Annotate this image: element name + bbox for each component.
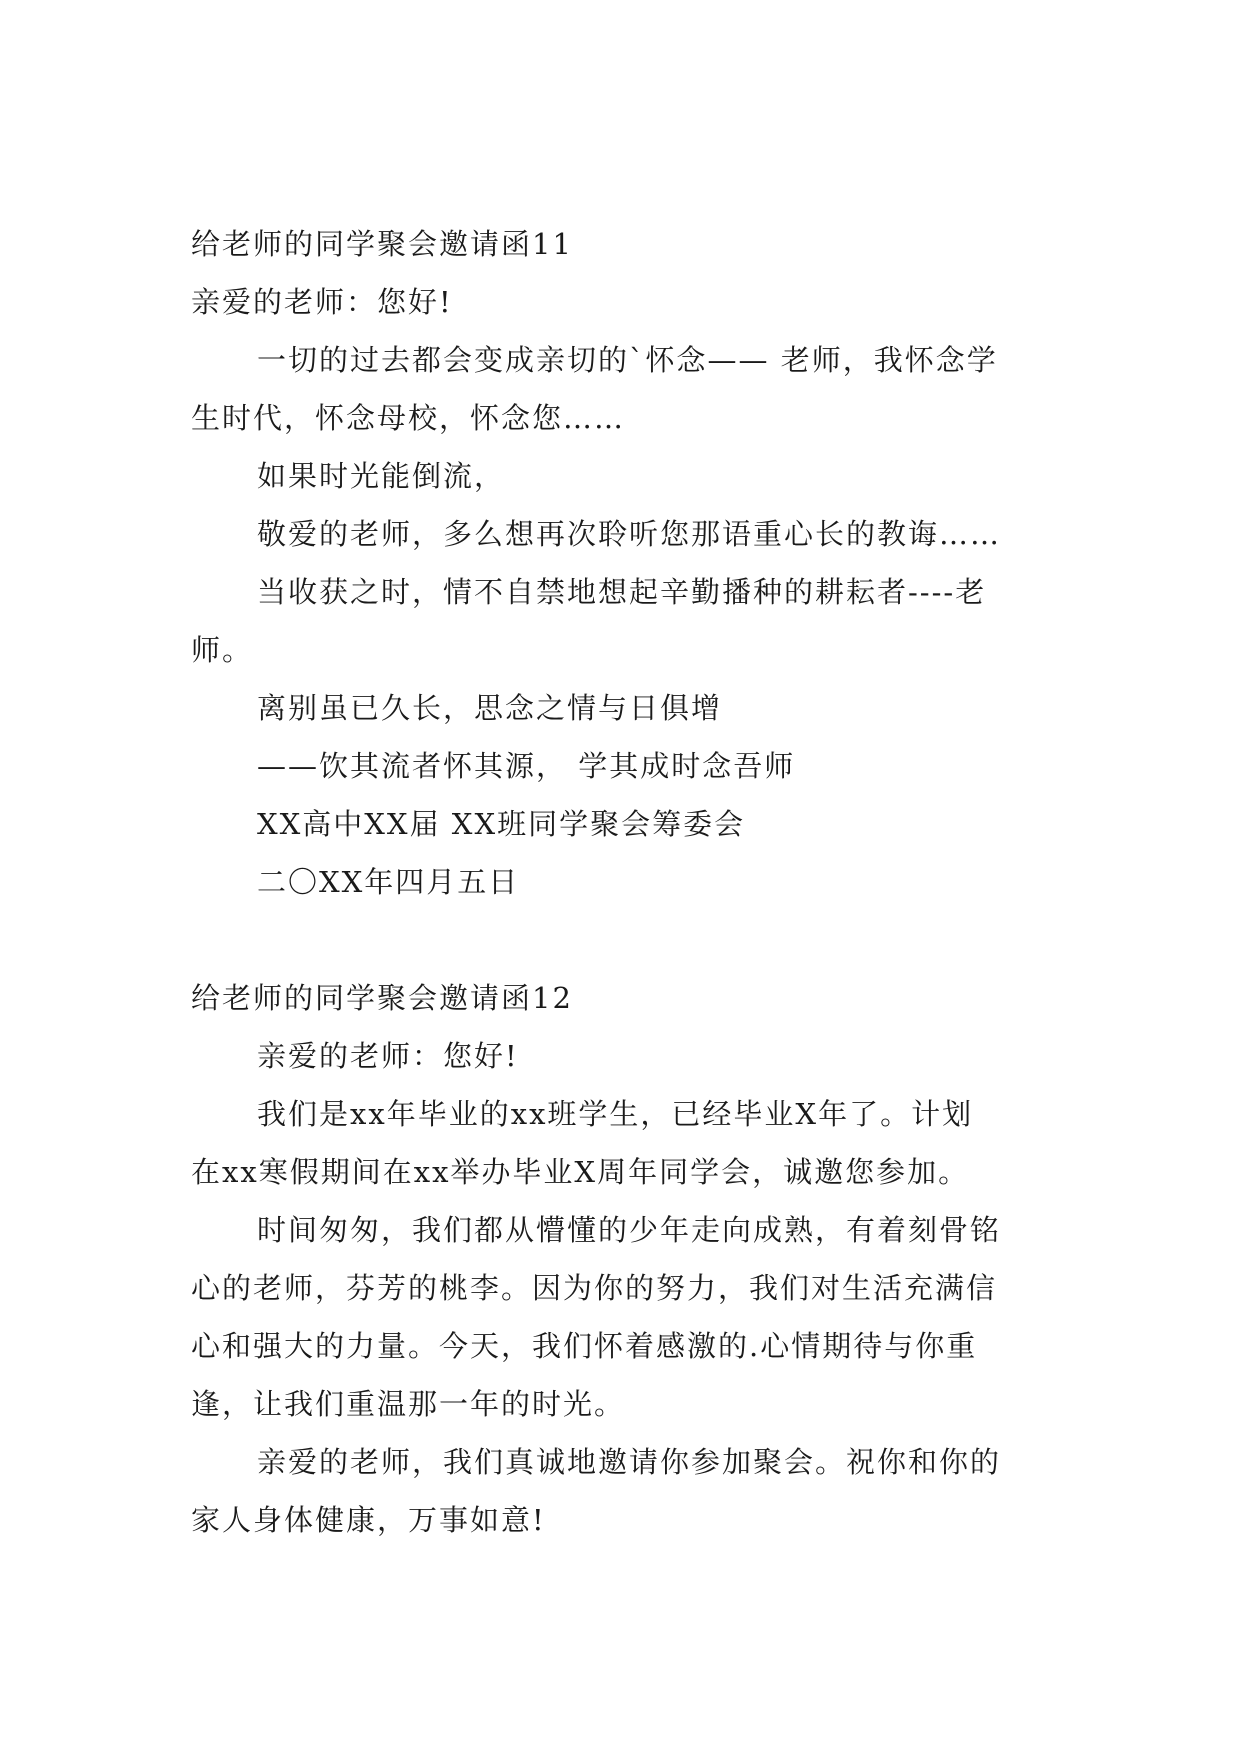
letter-11-paragraph-4-line-1: 当收获之时，情不自禁地想起辛勤播种的耕耘者----老	[257, 575, 987, 609]
letter-12-paragraph-2-line-1: 时间匆匆，我们都从懵懂的少年走向成熟，有着刻骨铭	[257, 1213, 1002, 1247]
letter-12-paragraph-2-line-3: 心和强大的力量。今天，我们怀着感激的.心情期待与你重	[191, 1329, 978, 1363]
letter-12-paragraph-1-line-2: 在xx寒假期间在xx举办毕业X周年同学会，诚邀您参加。	[191, 1155, 970, 1189]
letter-11-paragraph-1-line-2: 生时代，怀念母校，怀念您……	[191, 401, 626, 435]
letter-11-greeting: 亲爱的老师：您好!	[191, 285, 453, 319]
letter-12-paragraph-1-line-1: 我们是xx年毕业的xx班学生，已经毕业X年了。计划	[257, 1097, 974, 1131]
letter-12-heading: 给老师的同学聚会邀请函12	[191, 981, 573, 1015]
letter-12-paragraph-3-line-2: 家人身体健康，万事如意!	[191, 1503, 546, 1537]
letter-11-heading: 给老师的同学聚会邀请函11	[191, 227, 573, 261]
document-body	[191, 215, 1071, 1549]
letter-11-paragraph-4-line-2: 师。	[191, 633, 254, 667]
letter-12-paragraph-3-line-1: 亲爱的老师，我们真诚地邀请你参加聚会。祝你和你的	[257, 1445, 1002, 1479]
letter-11-date: 二〇XX年四月五日	[257, 865, 520, 899]
letter-12-paragraph-2-line-4: 逢，让我们重温那一年的时光。	[191, 1387, 626, 1421]
letter-11-paragraph-1-line-1: 一切的过去都会变成亲切的`怀念—— 老师，我怀念学	[257, 343, 998, 377]
letter-11-paragraph-2: 如果时光能倒流，	[257, 459, 506, 493]
letter-11-paragraph-5: 离别虽已久长，思念之情与日俱增	[257, 691, 723, 725]
letter-11-paragraph-6: ——饮其流者怀其源， 学其成时念吾师	[257, 749, 796, 783]
letter-12-greeting: 亲爱的老师：您好!	[257, 1039, 519, 1073]
letter-12-paragraph-2-line-2: 心的老师，芬芳的桃李。因为你的努力，我们对生活充满信	[191, 1271, 998, 1305]
letter-11-paragraph-3: 敬爱的老师，多么想再次聆听您那语重心长的教诲……	[257, 517, 1002, 551]
letter-11-signature: XX高中XX届 XX班同学聚会筹委会	[257, 807, 746, 841]
section-gap	[191, 911, 1071, 969]
